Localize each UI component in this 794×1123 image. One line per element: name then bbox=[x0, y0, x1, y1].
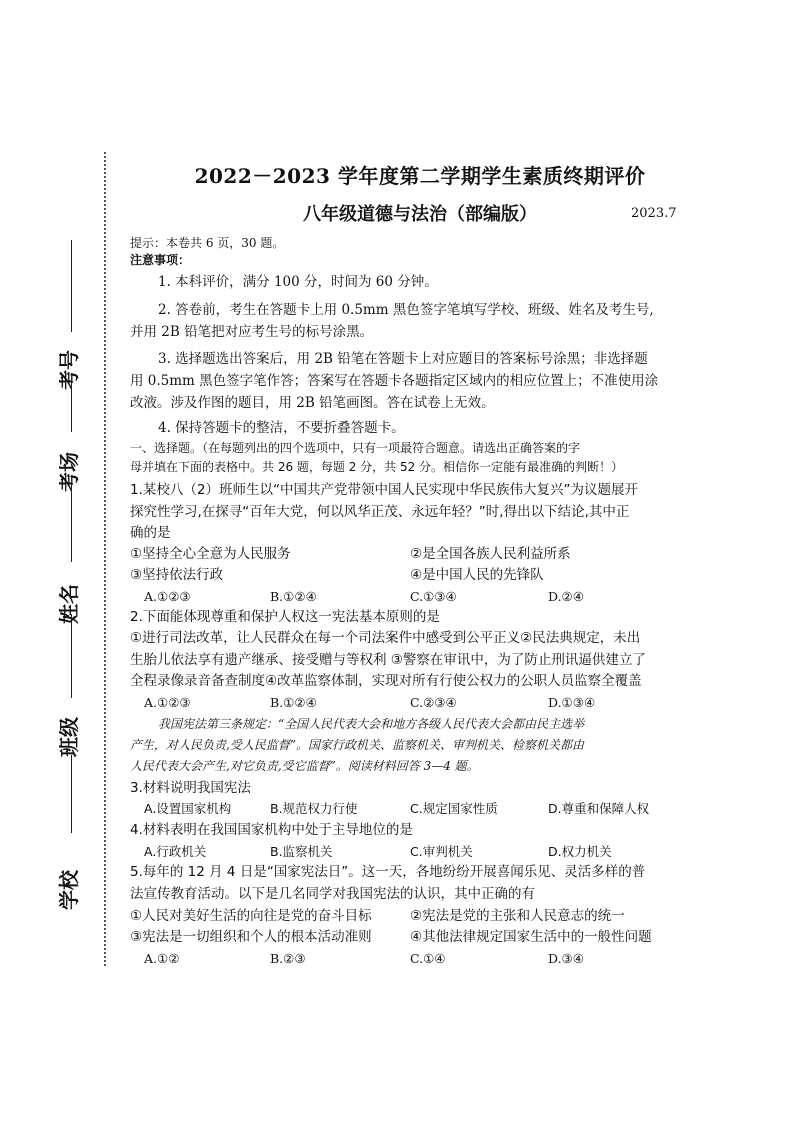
q5-stem: 法宣传教育活动。以下是几名同学对我国宪法的认识，其中正确的有 bbox=[130, 886, 535, 902]
q5-option: A.①② bbox=[144, 951, 180, 966]
exam-number-label: 考号 bbox=[56, 350, 81, 390]
q5-item: ①人民对美好生活的向往是党的奋斗目标 bbox=[130, 908, 372, 924]
name-label: 姓名 bbox=[56, 584, 81, 624]
exam-date: 2023.7 bbox=[631, 206, 677, 221]
q1-option: D.②④ bbox=[548, 589, 584, 604]
q1-stem: 确的是 bbox=[130, 525, 171, 541]
material-text: 产生，对人民负责,受人民监督”。国家行政机关、监察机关、审判机关、检察机关都由 bbox=[130, 738, 584, 752]
q5-option: B.②③ bbox=[270, 951, 306, 966]
exam-room-label: 考场 bbox=[56, 452, 81, 492]
q5-option: C.①④ bbox=[410, 951, 446, 966]
q5-option: D.③④ bbox=[548, 951, 584, 966]
q2-stem: 2.下面能体现尊重和保护人权这一宪法基本原则的是 bbox=[130, 609, 440, 625]
q5-stem: 5.每年的 12 月 4 日是“国家宪法日”。这一天，各地纷纷开展喜闻乐见、灵活多样的普 bbox=[130, 864, 646, 880]
q4-option: C.审判机关 bbox=[410, 844, 473, 859]
notes-heading: 注意事项： bbox=[130, 253, 191, 267]
q4-option: A.行政机关 bbox=[144, 844, 207, 859]
section-instruction: 母并填在下面的表格中。共 26 题，每题 2 分，共 52 分。相信你一定能有最准确的判断！） bbox=[130, 460, 624, 474]
school-line bbox=[71, 755, 72, 833]
q2-option: D.①③④ bbox=[548, 695, 596, 710]
q2-option: C.②③④ bbox=[410, 695, 457, 710]
q5-item: ④其他法律规定国家生活中的一般性问题 bbox=[410, 929, 652, 945]
material-text: 我国宪法第三条规定：“全国人民代表大会和地方各级人民代表大会都由民主选举 bbox=[158, 717, 585, 731]
q1-option: C.①③④ bbox=[410, 589, 457, 604]
q3-option: A.设置国家机构 bbox=[144, 801, 232, 816]
note-item: 3. 选择题选出答案后，用 2B 铅笔在答题卡上对应题目的答案标号涂黑；非选择题 bbox=[158, 351, 648, 367]
exam-title: 2022－2023 学年度第二学期学生素质终期评价 bbox=[194, 164, 646, 188]
section-instruction: 一、选择题。（在每题列出的四个选项中，只有一项最符合题意。请选出正确答案的字 bbox=[130, 441, 581, 455]
q1-option: B.①②④ bbox=[270, 589, 317, 604]
class-label: 班级 bbox=[56, 717, 81, 757]
binding-dotted-line bbox=[104, 152, 106, 966]
q1-option: A.①②③ bbox=[144, 589, 191, 604]
q1-item: ①坚持全心全意为人民服务 bbox=[130, 546, 291, 562]
q1-item: ③坚持依法行政 bbox=[130, 567, 224, 583]
note-item: 2. 答卷前，考生在答题卡上用 0.5mm 黑色签字笔填写学校、班级、姓名及考生号, bbox=[158, 302, 654, 318]
note-item: 用 0.5mm 黑色签字笔作答；答案写在答题卡各题指定区域内的相应位置上；不准使用涂 bbox=[130, 373, 659, 389]
q2-stem: 全程录像录音备查制度④改革监察体制，实现对所有行使公权力的公职人员监察全覆盖 bbox=[130, 673, 642, 689]
q1-stem: 1.某校八（2）班师生以“中国共产党带领中国人民实现中华民族伟大复兴”为议题展开 bbox=[130, 482, 638, 498]
q1-item: ④是中国人民的先锋队 bbox=[410, 567, 544, 583]
school-label: 学校 bbox=[56, 870, 81, 910]
q1-stem: 探究性学习,在探寻“百年大党，何以风华正茂、永远年轻？”时,得出以下结论,其中正 bbox=[130, 504, 630, 520]
q5-item: ③宪法是一切组织和个人的根本活动准则 bbox=[130, 929, 372, 945]
material-text: 人民代表大会产生,对它负责,受它监督”。阅读材料回答 3—4 题。 bbox=[130, 759, 479, 773]
q2-stem: 生胎儿依法享有遗产继承、接受赠与等权利 ③警察在审讯中，为了防止刑讯逼供建立了 bbox=[130, 652, 646, 668]
page-hint: 提示：本卷共 6 页，30 题。 bbox=[130, 236, 285, 250]
note-item: 改液。涉及作图的题目，用 2B 铅笔画图。答在试卷上无效。 bbox=[130, 395, 495, 411]
q3-option: C.规定国家性质 bbox=[410, 801, 498, 816]
note-item: 并用 2B 铅笔把对应考生号的标号涂黑。 bbox=[130, 324, 374, 340]
q3-option: B.规范权力行使 bbox=[270, 801, 358, 816]
q2-stem: ①进行司法改革，让人民群众在每一个司法案件中感受到公平正义②民法典规定，未出 bbox=[130, 630, 641, 646]
q3-option: D.尊重和保障人权 bbox=[548, 801, 650, 816]
q4-option: D.权力机关 bbox=[548, 844, 612, 859]
exam-subtitle: 八年级道德与法治（部编版） bbox=[303, 204, 537, 225]
note-item: 1. 本科评价，满分 100 分，时间为 60 分钟。 bbox=[158, 274, 438, 290]
q4-stem: 4.材料表明在我国国家机构中处于主导地位的是 bbox=[130, 822, 413, 838]
q4-option: B.监察机关 bbox=[270, 844, 333, 859]
q3-stem: 3.材料说明我国宪法 bbox=[130, 780, 251, 796]
q2-option: B.①②④ bbox=[270, 695, 317, 710]
q5-item: ②宪法是党的主张和人民意志的统一 bbox=[410, 908, 625, 924]
q1-item: ②是全国各族人民利益所系 bbox=[410, 546, 571, 562]
note-item: 4. 保持答题卡的整洁，不要折叠答题卡。 bbox=[158, 420, 405, 436]
q2-option: A.①②③ bbox=[144, 695, 191, 710]
